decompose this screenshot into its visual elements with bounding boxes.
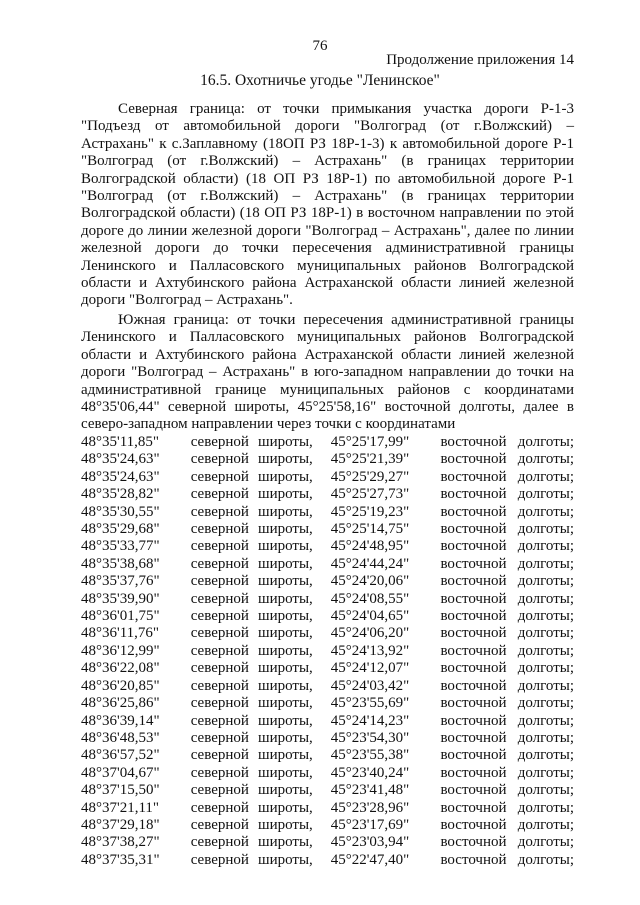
coordinate-row xyxy=(81,504,574,521)
east-label: восточной xyxy=(440,782,507,799)
latitude-label: широты, xyxy=(258,555,313,572)
coordinate-row xyxy=(81,747,574,764)
coordinate-row xyxy=(81,713,574,730)
longitude-label: долготы; xyxy=(517,695,574,712)
longitude-value: 45°25'29,27" xyxy=(330,468,410,485)
east-label: восточной xyxy=(440,555,507,572)
latitude-value: 48°35'28,82" xyxy=(81,486,160,503)
north-label: северной xyxy=(190,608,249,625)
north-label: северной xyxy=(190,555,249,572)
longitude-label: долготы; xyxy=(517,764,574,781)
coordinate-row xyxy=(81,800,574,817)
latitude-label: широты, xyxy=(258,782,313,799)
section-title: 16.5. Охотничье угодье "Ленинское" xyxy=(200,72,440,89)
latitude-label: широты, xyxy=(258,625,313,642)
east-label: восточной xyxy=(440,608,507,625)
longitude-value: 45°24'44,24" xyxy=(330,555,410,572)
longitude-value: 45°23'55,69" xyxy=(330,695,410,712)
north-label: северной xyxy=(190,799,249,816)
north-label: северной xyxy=(190,695,249,712)
longitude-label: долготы; xyxy=(517,573,574,590)
latitude-label: широты, xyxy=(258,451,313,468)
north-label: северной xyxy=(190,816,249,833)
east-label: восточной xyxy=(440,590,507,607)
east-label: восточной xyxy=(440,695,507,712)
coordinate-row xyxy=(81,469,574,486)
north-label: северной xyxy=(190,503,249,520)
latitude-label: широты, xyxy=(258,434,313,450)
north-label: северной xyxy=(190,590,249,607)
east-label: восточной xyxy=(440,642,507,659)
latitude-value: 48°36'20,85" xyxy=(81,677,160,694)
latitude-value: 48°35'33,77" xyxy=(81,538,160,555)
north-label: северной xyxy=(190,764,249,781)
latitude-value: 48°36'01,75" xyxy=(81,608,160,625)
latitude-label: широты, xyxy=(258,816,313,833)
coordinate-row xyxy=(81,521,574,538)
coordinate-row xyxy=(81,608,574,625)
coordinate-row xyxy=(81,625,574,642)
north-label: северной xyxy=(190,625,249,642)
latitude-value: 48°35'11,85" xyxy=(81,434,160,450)
longitude-value: 45°25'21,39" xyxy=(330,451,410,468)
coordinate-row xyxy=(81,695,574,712)
north-label: северной xyxy=(190,747,249,764)
north-label: северной xyxy=(190,729,249,746)
longitude-value: 45°23'28,96" xyxy=(330,799,410,816)
coordinate-row xyxy=(81,834,574,851)
longitude-value: 45°23'40,24" xyxy=(330,764,410,781)
latitude-label: широты, xyxy=(258,695,313,712)
coordinate-row xyxy=(81,573,574,590)
longitude-label: долготы; xyxy=(517,712,574,729)
coordinate-row xyxy=(81,765,574,782)
longitude-value: 45°25'14,75" xyxy=(330,521,410,538)
longitude-value: 45°24'12,07" xyxy=(330,660,410,677)
east-label: восточной xyxy=(440,677,507,694)
longitude-label: долготы; xyxy=(517,451,574,468)
north-label: северной xyxy=(190,712,249,729)
latitude-value: 48°35'24,63" xyxy=(81,451,160,468)
coordinate-row xyxy=(81,730,574,747)
north-border-paragraph: Северная граница: от точки примыкания участка дороги Р-1-3 "Подъезд от автомобильной дороги "Волгоград (от г.Волжский) – Астрахань" к с.Заплавному (18ОП РЗ 18Р-1-3) к автомобильной дороге Р-1 "Волгоград (от г.Волжский) – Астрахань" (в границах территории Волгоградской области) (18 ОП РЗ 18Р-1) по автомобильной дороге Р-1 "Волгоград (от г.Волжский) – Астрахань" (в границах территории Волгоградской области) (18 ОП РЗ 18Р-1) в восточном направлении по этой дороге до линии железной дороги "Волгоград – Астрахань", далее по линии железной дороги до точки пересечения административной границы Ленинского и Палласовского муниципальных районов Волгоградской области и Ахтубинского района Астраханской области линией железной дороги "Волгоград – Астрахань". xyxy=(81,101,574,309)
latitude-label: широты, xyxy=(258,712,313,729)
east-label: восточной xyxy=(440,747,507,764)
east-label: восточной xyxy=(440,799,507,816)
coordinate-row xyxy=(81,538,574,555)
east-label: восточной xyxy=(440,851,507,868)
latitude-value: 48°37'15,50" xyxy=(81,782,160,799)
longitude-label: долготы; xyxy=(517,851,574,868)
latitude-value: 48°36'48,53" xyxy=(81,729,160,746)
longitude-label: долготы; xyxy=(517,521,574,538)
coordinate-row xyxy=(81,643,574,660)
south-border-paragraph: Южная граница: от точки пересечения административной границы Ленинского и Палласовского муниципальных районов Волгоградской области и Ахтубинского района Астраханской области линией железной дороги "Волгоград – Астрахань" в юго-западном направлении до точки на административной границе муниципальных районов с координатами 48°35'06,44" северной широты, 45°25'58,16" восточной долготы, далее в северо-западном направлении через точки с координатами xyxy=(81,312,574,433)
latitude-label: широты, xyxy=(258,538,313,555)
longitude-label: долготы; xyxy=(517,486,574,503)
longitude-label: долготы; xyxy=(517,677,574,694)
north-label: северной xyxy=(190,434,249,450)
longitude-value: 45°24'04,65" xyxy=(330,608,410,625)
latitude-value: 48°36'12,99" xyxy=(81,642,160,659)
longitude-value: 45°25'27,73" xyxy=(330,486,410,503)
coordinate-row xyxy=(81,817,574,834)
latitude-value: 48°35'38,68" xyxy=(81,555,160,572)
longitude-label: долготы; xyxy=(517,834,574,851)
latitude-label: широты, xyxy=(258,851,313,868)
coordinates-table xyxy=(81,434,574,869)
coordinate-row xyxy=(81,451,574,468)
longitude-value: 45°22'47,40" xyxy=(330,851,410,868)
latitude-value: 48°37'29,18" xyxy=(81,816,160,833)
latitude-value: 48°36'11,76" xyxy=(81,625,160,642)
page-number: 76 xyxy=(312,38,328,54)
coordinate-row xyxy=(81,660,574,677)
north-label: северной xyxy=(190,851,249,868)
latitude-label: широты, xyxy=(258,642,313,659)
coordinate-row xyxy=(81,678,574,695)
latitude-value: 48°36'39,14" xyxy=(81,712,160,729)
longitude-value: 45°25'17,99" xyxy=(330,434,410,450)
longitude-label: долготы; xyxy=(517,625,574,642)
latitude-value: 48°36'25,86" xyxy=(81,695,160,712)
east-label: восточной xyxy=(440,451,507,468)
longitude-label: долготы; xyxy=(517,538,574,555)
longitude-value: 45°23'17,69" xyxy=(330,816,410,833)
longitude-value: 45°23'54,30" xyxy=(330,729,410,746)
longitude-value: 45°24'03,42" xyxy=(330,677,410,694)
latitude-label: широты, xyxy=(258,834,313,851)
longitude-value: 45°23'55,38" xyxy=(330,747,410,764)
longitude-value: 45°23'41,48" xyxy=(330,782,410,799)
north-label: северной xyxy=(190,834,249,851)
latitude-label: широты, xyxy=(258,660,313,677)
latitude-value: 48°37'38,27" xyxy=(81,834,160,851)
east-label: восточной xyxy=(440,712,507,729)
longitude-label: долготы; xyxy=(517,434,574,450)
east-label: восточной xyxy=(440,434,507,450)
latitude-label: широты, xyxy=(258,729,313,746)
latitude-label: широты, xyxy=(258,764,313,781)
latitude-value: 48°35'24,63" xyxy=(81,468,160,485)
east-label: восточной xyxy=(440,816,507,833)
latitude-label: широты, xyxy=(258,486,313,503)
latitude-value: 48°36'22,08" xyxy=(81,660,160,677)
coordinate-row xyxy=(81,486,574,503)
east-label: восточной xyxy=(440,660,507,677)
latitude-value: 48°37'04,67" xyxy=(81,764,160,781)
longitude-label: долготы; xyxy=(517,468,574,485)
coordinate-row xyxy=(81,556,574,573)
east-label: восточной xyxy=(440,521,507,538)
east-label: восточной xyxy=(440,764,507,781)
longitude-label: долготы; xyxy=(517,503,574,520)
latitude-label: широты, xyxy=(258,573,313,590)
latitude-label: широты, xyxy=(258,608,313,625)
latitude-label: широты, xyxy=(258,590,313,607)
north-label: северной xyxy=(190,782,249,799)
latitude-value: 48°35'30,55" xyxy=(81,503,160,520)
north-label: северной xyxy=(190,677,249,694)
north-label: северной xyxy=(190,451,249,468)
north-label: северной xyxy=(190,660,249,677)
longitude-value: 45°24'06,20" xyxy=(330,625,410,642)
longitude-label: долготы; xyxy=(517,816,574,833)
east-label: восточной xyxy=(440,538,507,555)
coordinate-row xyxy=(81,852,574,869)
longitude-label: долготы; xyxy=(517,782,574,799)
longitude-label: долготы; xyxy=(517,555,574,572)
coordinate-row xyxy=(81,591,574,608)
longitude-label: долготы; xyxy=(517,747,574,764)
north-label: северной xyxy=(190,468,249,485)
longitude-value: 45°24'13,92" xyxy=(330,642,410,659)
north-label: северной xyxy=(190,538,249,555)
latitude-label: широты, xyxy=(258,677,313,694)
longitude-label: долготы; xyxy=(517,642,574,659)
latitude-label: широты, xyxy=(258,521,313,538)
north-label: северной xyxy=(190,642,249,659)
latitude-value: 48°35'37,76" xyxy=(81,573,160,590)
longitude-label: долготы; xyxy=(517,799,574,816)
east-label: восточной xyxy=(440,625,507,642)
longitude-label: долготы; xyxy=(517,590,574,607)
longitude-value: 45°24'08,55" xyxy=(330,590,410,607)
longitude-label: долготы; xyxy=(517,660,574,677)
latitude-value: 48°35'29,68" xyxy=(81,521,160,538)
latitude-value: 48°37'35,31" xyxy=(81,851,160,868)
longitude-value: 45°24'20,06" xyxy=(330,573,410,590)
longitude-label: долготы; xyxy=(517,729,574,746)
east-label: восточной xyxy=(440,834,507,851)
north-label: северной xyxy=(190,486,249,503)
east-label: восточной xyxy=(440,729,507,746)
latitude-value: 48°37'21,11" xyxy=(81,799,160,816)
east-label: восточной xyxy=(440,486,507,503)
longitude-value: 45°24'14,23" xyxy=(330,712,410,729)
longitude-value: 45°24'48,95" xyxy=(330,538,410,555)
east-label: восточной xyxy=(440,573,507,590)
longitude-value: 45°23'03,94" xyxy=(330,834,410,851)
coordinate-row xyxy=(81,782,574,799)
latitude-label: широты, xyxy=(258,468,313,485)
north-label: северной xyxy=(190,573,249,590)
coordinate-row xyxy=(81,434,574,451)
latitude-label: широты, xyxy=(258,799,313,816)
latitude-value: 48°35'39,90" xyxy=(81,590,160,607)
longitude-label: долготы; xyxy=(517,608,574,625)
north-label: северной xyxy=(190,521,249,538)
latitude-value: 48°36'57,52" xyxy=(81,747,160,764)
longitude-value: 45°25'19,23" xyxy=(330,503,410,520)
appendix-label: Продолжение приложения 14 xyxy=(386,52,574,68)
east-label: восточной xyxy=(440,503,507,520)
latitude-label: широты, xyxy=(258,747,313,764)
latitude-label: широты, xyxy=(258,503,313,520)
east-label: восточной xyxy=(440,468,507,485)
